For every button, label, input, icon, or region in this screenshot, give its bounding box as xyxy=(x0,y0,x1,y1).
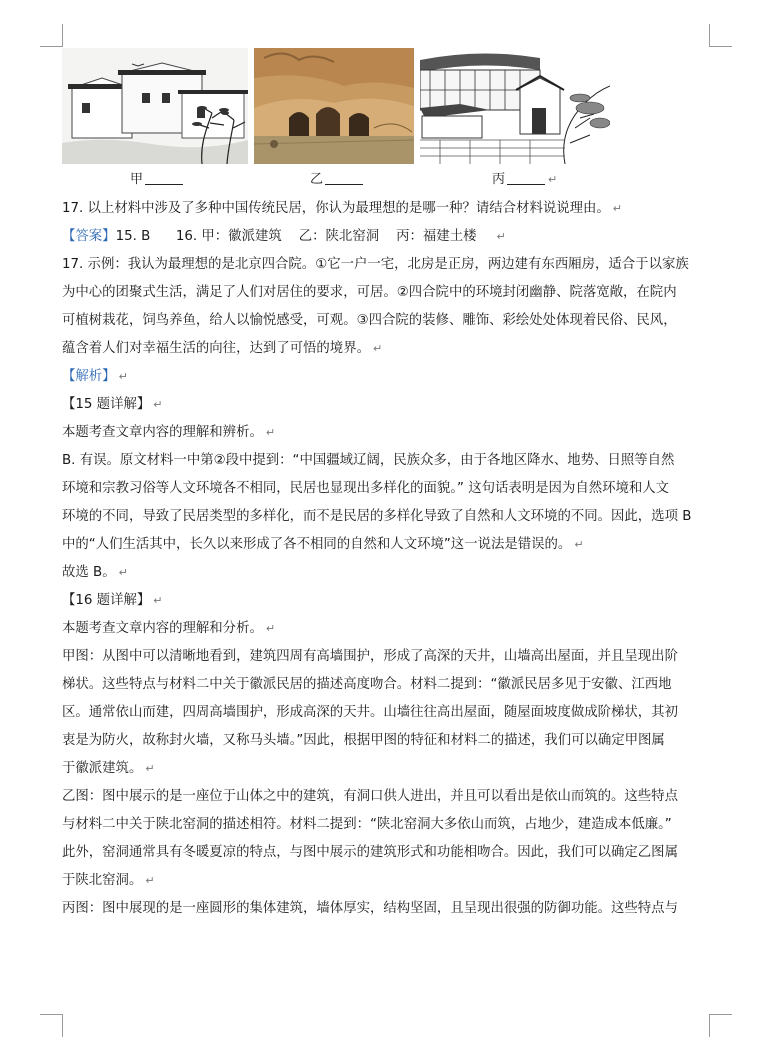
q15-line: 环境的不同，导致了民居类型的多样化，而不是民居的多样化导致了自然和人文环境的不同。因此，选项 B xyxy=(62,509,692,524)
document-body xyxy=(62,195,712,923)
page-corner-mark xyxy=(709,24,732,47)
image-fujian-tulou xyxy=(420,48,610,164)
question-17: 17. 以上材料中涉及了多种中国传统民居，你认为最理想的是哪一种？请结合材料说说理由。 ↵ xyxy=(62,201,623,216)
image-huipai-architecture xyxy=(62,48,248,164)
answer-blank xyxy=(507,170,545,185)
q15-intro: 本题考查文章内容的理解和辨析。 ↵ xyxy=(62,425,276,440)
jia-analysis-line: 于徽派建筑。 ↵ xyxy=(62,761,155,776)
jia-analysis-line: 区。通常依山而建，四周高墙围护，形成高深的天井。山墙往往高出屋面，随屋面坡度做成阶梯状，其初 xyxy=(62,705,678,720)
yi-analysis-line: 乙图：图中展示的是一座位于山体之中的建筑，有洞口供人进出，并且可以看出是依山而筑的。这些特点 xyxy=(62,789,678,804)
q15-line: 中的“人们生活其中，长久以来形成了各不相同的自然和人文环境”这一说法是错误的。 ↵ xyxy=(62,537,584,552)
answer-17-line: 为中心的团聚式生活，满足了人们对居住的要求，可居。②四合院中的环境封闭幽静、院落宽敞，在院内 xyxy=(62,285,677,300)
yi-analysis-line: 于陕北窑洞。 ↵ xyxy=(62,873,155,888)
q15-conclusion: 故选 B。 ↵ xyxy=(62,565,128,580)
jia-analysis-line: 梯状。这些特点与材料二中关于徽派民居的描述高度吻合。材料二提到：“徽派民居多见于安徽、江西地 xyxy=(62,677,672,692)
image-yaodong-cave-dwelling xyxy=(254,48,414,164)
caption-yi: 乙 xyxy=(310,168,363,187)
q15-line: B. 有误。原文材料一中第②段中提到：“中国疆域辽阔，民族众多，由于各地区降水、地势、日照等自然 xyxy=(62,453,675,468)
jia-analysis-line: 甲图：从图中可以清晰地看到，建筑四周有高墙围护，形成了高深的天井，山墙高出屋面，并且呈现出阶 xyxy=(62,649,678,664)
bing-analysis-line: 丙图：图中展现的是一座圆形的集体建筑，墙体厚实，结构坚固，且呈现出很强的防御功能。这些特点与 xyxy=(62,901,678,916)
page-corner-mark xyxy=(40,1014,63,1037)
jia-analysis-line: 衷是为防火，故称封火墙，又称马头墙。”因此，根据甲图的特征和材料二的描述，我们可以确定甲图属 xyxy=(62,733,665,748)
figure-strip xyxy=(62,48,622,166)
q16-intro: 本题考查文章内容的理解和分析。 ↵ xyxy=(62,621,276,636)
answer-tag: 【答案】 xyxy=(62,229,116,244)
answer-blank xyxy=(325,170,363,185)
answer-line: 【答案】15. B 16. 甲：徽派建筑 乙：陕北窑洞 丙：福建土楼 ↵ xyxy=(62,229,506,244)
yi-analysis-line: 此外，窑洞通常具有冬暖夏凉的特点，与图中展示的建筑形式和功能相吻合。因此，我们可以确定乙图属 xyxy=(62,845,678,860)
answer-blank xyxy=(145,170,183,185)
analysis-tag: 【解析】 ↵ xyxy=(62,369,128,384)
answer-17-line: 可植树栽花，饲鸟养鱼，给人以愉悦感受，可观。③四合院的装修、雕饰、彩绘处处体现着民俗、民风， xyxy=(62,313,677,328)
yi-analysis-line: 与材料二中关于陕北窑洞的描述相符。材料二提到：“陕北窑洞大多依山而筑，占地少，建造成本低廉。” xyxy=(62,817,672,832)
q15-line: 环境和宗教习俗等人文环境各不相同，民居也显现出多样化的面貌。” 这句话表明是因为自然环境和人文 xyxy=(62,481,670,496)
q15-heading: 【15 题详解】 ↵ xyxy=(62,397,163,412)
q16-heading: 【16 题详解】 ↵ xyxy=(62,593,163,608)
page-corner-mark xyxy=(40,24,63,47)
answer-17-line: 蕴含着人们对幸福生活的向往，达到了可悟的境界。 ↵ xyxy=(62,341,383,356)
page-corner-mark xyxy=(709,1014,732,1037)
caption-bing: 丙 ↵ xyxy=(492,172,558,187)
caption-jia: 甲 xyxy=(130,168,183,187)
answer-17-line: 17. 示例：我认为最理想的是北京四合院。①它一户一宅，北房是正房，两边建有东西厢房，适合于以家族 xyxy=(62,257,689,272)
figure-captions xyxy=(0,168,772,188)
